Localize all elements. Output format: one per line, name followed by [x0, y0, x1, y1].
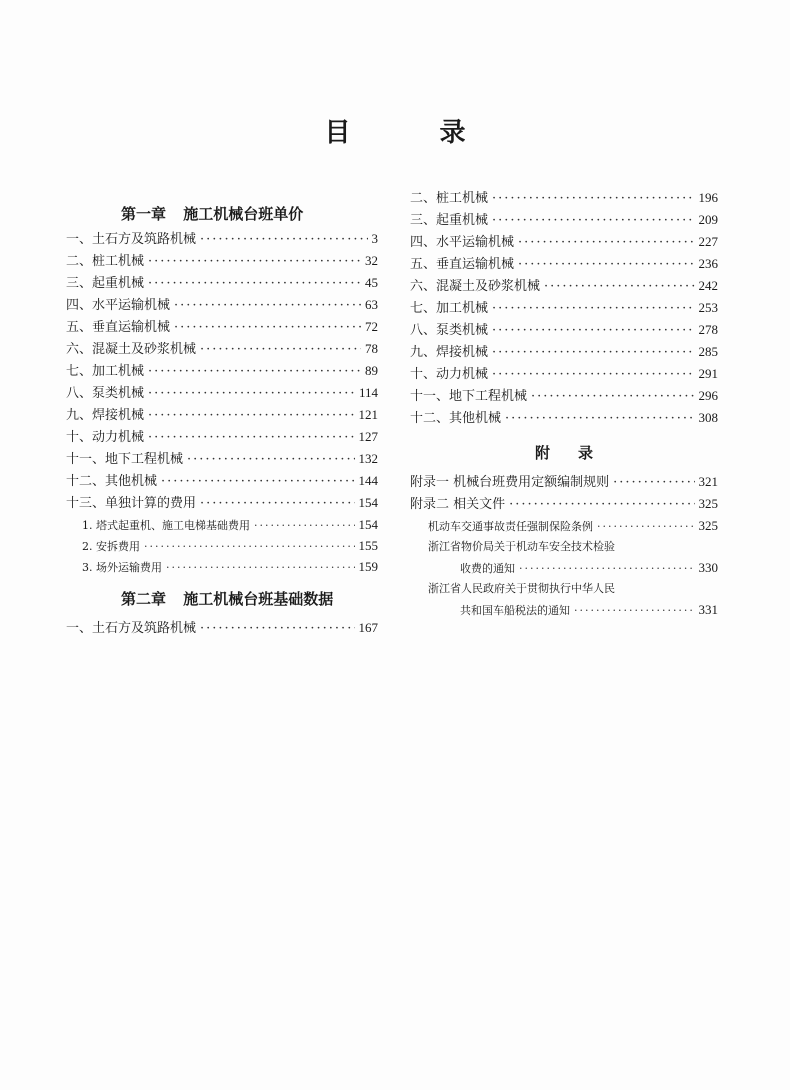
- toc-entry-page: 196: [698, 190, 718, 205]
- toc-entry[interactable]: [410, 231, 718, 253]
- chapter2-continued-entry-list: [410, 187, 718, 429]
- toc-entry-page: 154: [358, 517, 378, 532]
- toc-entry-page: 209: [698, 212, 718, 227]
- leader-dots: [574, 600, 695, 621]
- appendix-heading: 附录: [534, 444, 621, 462]
- chapter1-entry-list: [66, 228, 378, 514]
- toc-entry[interactable]: [410, 471, 718, 493]
- toc-entry-page: 242: [698, 278, 718, 293]
- toc-entry[interactable]: [410, 599, 718, 620]
- toc-entry-label: 十二、其他机械: [66, 474, 158, 489]
- toc-entry-page: 331: [698, 602, 718, 617]
- toc-entry-label: 收费的通知: [460, 562, 515, 575]
- leader-dots: [200, 339, 361, 361]
- toc-entry[interactable]: [410, 187, 718, 209]
- leader-dots: [531, 386, 694, 408]
- leader-dots: [613, 472, 694, 494]
- toc-entry[interactable]: [66, 470, 378, 492]
- leader-dots: [505, 408, 694, 430]
- toc-left-column: [66, 200, 378, 639]
- toc-entry[interactable]: [66, 272, 378, 294]
- toc-entry-page: 45: [365, 275, 378, 290]
- leader-dots: [254, 515, 355, 536]
- toc-entry-label: 八、泵类机械: [410, 323, 489, 338]
- toc-entry-label: 2. 安拆费用: [82, 540, 140, 553]
- leader-dots: [492, 210, 694, 232]
- toc-entry-page: 63: [365, 297, 378, 312]
- toc-entry-page: 72: [365, 319, 378, 334]
- toc-right-column: [410, 187, 718, 620]
- toc-entry-page: 227: [698, 234, 718, 249]
- toc-entry-page: 296: [698, 388, 718, 403]
- toc-entry-page: 127: [358, 429, 378, 444]
- leader-dots: [509, 494, 694, 516]
- leader-dots: [200, 229, 367, 251]
- leader-dots: [519, 558, 695, 579]
- toc-entry-page: 291: [698, 366, 718, 381]
- appendix-entry-list: [410, 471, 718, 515]
- toc-entry-page: 285: [698, 344, 718, 359]
- toc-entry-page: 132: [358, 451, 378, 466]
- toc-entry-label: 九、焊接机械: [410, 345, 489, 360]
- leader-dots: [492, 364, 694, 386]
- toc-entry-page: 308: [698, 410, 718, 425]
- toc-entry[interactable]: [410, 363, 718, 385]
- toc-entry[interactable]: [66, 382, 378, 404]
- leader-dots: [200, 618, 354, 640]
- toc-entry[interactable]: [410, 341, 718, 363]
- toc-entry[interactable]: [66, 228, 378, 250]
- toc-entry-label: 六、混凝土及砂浆机械: [66, 342, 197, 357]
- toc-entry-page: 236: [698, 256, 718, 271]
- leader-dots: [148, 383, 355, 405]
- toc-entry-page: 3: [371, 231, 378, 246]
- leader-dots: [492, 188, 694, 210]
- toc-entry-label: 二、桩工机械: [66, 254, 145, 269]
- leader-dots: [518, 254, 694, 276]
- page-title: 目 录: [324, 118, 506, 148]
- toc-entry-label: 十、动力机械: [410, 367, 489, 382]
- leader-dots: [148, 273, 361, 295]
- toc-entry-label: 十三、单独计算的费用: [66, 496, 197, 511]
- leader-dots: [492, 298, 694, 320]
- toc-entry-label: 共和国车船税法的通知: [460, 604, 570, 617]
- toc-entry[interactable]: [410, 297, 718, 319]
- leader-dots: [492, 320, 694, 342]
- leader-dots: [518, 232, 694, 254]
- leader-dots: [161, 471, 354, 493]
- toc-entry-page: 155: [358, 538, 378, 553]
- leader-dots: [187, 449, 354, 471]
- toc-entry-label: 七、加工机械: [410, 301, 489, 316]
- toc-entry[interactable]: [410, 209, 718, 231]
- toc-entry-page: 154: [358, 495, 378, 510]
- leader-dots: [148, 405, 354, 427]
- toc-entry-page: 144: [358, 473, 378, 488]
- leader-dots: [148, 251, 361, 273]
- toc-entry-label: 四、水平运输机械: [66, 298, 171, 313]
- toc-entry[interactable]: [410, 253, 718, 275]
- leader-dots: [174, 295, 361, 317]
- toc-entry-label: 机动车交通事故责任强制保险条例: [428, 520, 593, 533]
- toc-entry-page: 167: [358, 620, 378, 635]
- toc-entry[interactable]: [66, 617, 378, 639]
- chapter2-entry-list: [66, 617, 378, 639]
- toc-entry-label: 六、混凝土及砂浆机械: [410, 279, 541, 294]
- toc-entry[interactable]: [410, 407, 718, 429]
- toc-entry-page: 253: [698, 300, 718, 315]
- toc-entry[interactable]: [410, 493, 718, 515]
- toc-entry-page: 325: [698, 518, 718, 533]
- toc-entry-page: 114: [358, 385, 378, 400]
- toc-entry-label: 三、起重机械: [410, 213, 489, 228]
- toc-entry-page: 330: [698, 560, 718, 575]
- toc-entry-label: 二、桩工机械: [410, 191, 489, 206]
- toc-entry-label: 四、水平运输机械: [410, 235, 515, 250]
- toc-entry[interactable]: [66, 360, 378, 382]
- toc-entry[interactable]: [410, 557, 718, 578]
- leader-dots: [544, 276, 694, 298]
- toc-entry-label-line: 浙江省人民政府关于贯彻执行中华人民: [428, 582, 615, 595]
- toc-entry-label-line: 浙江省物价局关于机动车安全技术检验: [428, 540, 615, 553]
- toc-entry-page: 78: [365, 341, 378, 356]
- toc-entry-page: 32: [365, 253, 378, 268]
- toc-entry-label: 九、焊接机械: [66, 408, 145, 423]
- toc-entry-label: 一、土石方及筑路机械: [66, 621, 197, 636]
- toc-entry[interactable]: [66, 294, 378, 316]
- leader-dots: [200, 493, 354, 515]
- leader-dots: [148, 361, 361, 383]
- toc-entry-label: 五、垂直运输机械: [410, 257, 515, 272]
- chapter-heading: 第二章 施工机械台班基础数据: [121, 590, 334, 608]
- toc-entry-page: 159: [358, 559, 378, 574]
- toc-entry[interactable]: [66, 426, 378, 448]
- toc-entry[interactable]: [410, 515, 718, 536]
- toc-entry-label: 八、泵类机械: [66, 386, 145, 401]
- toc-entry[interactable]: [66, 514, 378, 535]
- toc-entry-label: 3. 场外运输费用: [82, 561, 162, 574]
- toc-entry[interactable]: [66, 338, 378, 360]
- toc-entry-page: 89: [365, 363, 378, 378]
- toc-entry-label: 一、土石方及筑路机械: [66, 232, 197, 247]
- toc-entry-page: 321: [698, 474, 718, 489]
- leader-dots: [597, 516, 695, 537]
- leader-dots: [144, 536, 355, 557]
- leader-dots: [166, 557, 355, 578]
- leader-dots: [492, 342, 694, 364]
- leader-dots: [174, 317, 361, 339]
- toc-entry-label: 五、垂直运输机械: [66, 320, 171, 335]
- toc-entry[interactable]: [66, 448, 378, 470]
- toc-entry-label: 三、起重机械: [66, 276, 145, 291]
- toc-entry[interactable]: [66, 250, 378, 272]
- toc-entry-label: 十二、其他机械: [410, 411, 502, 426]
- toc-entry-page: 325: [698, 496, 718, 511]
- toc-entry-label: 十一、地下工程机械: [410, 389, 528, 404]
- toc-entry-label: 七、加工机械: [66, 364, 145, 379]
- toc-entry[interactable]: [66, 404, 378, 426]
- toc-entry-label: 附录二 相关文件: [410, 497, 506, 512]
- toc-entry[interactable]: [410, 385, 718, 407]
- toc-entry[interactable]: [410, 319, 718, 341]
- toc-entry[interactable]: [66, 556, 378, 577]
- toc-entry[interactable]: [410, 275, 718, 297]
- toc-entry-label: 附录一 机械台班费用定额编制规则: [410, 475, 610, 490]
- chapter1-subentry-list: [66, 514, 378, 577]
- toc-entry[interactable]: [66, 535, 378, 556]
- chapter-heading: 第一章 施工机械台班单价: [121, 205, 304, 223]
- toc-entry-page: 278: [698, 322, 718, 337]
- toc-entry-label: 十、动力机械: [66, 430, 145, 445]
- toc-entry[interactable]: [66, 316, 378, 338]
- toc-entry-label: 十一、地下工程机械: [66, 452, 184, 467]
- toc-entry-label: 1. 塔式起重机、施工电梯基础费用: [82, 519, 250, 532]
- toc-entry[interactable]: [66, 492, 378, 514]
- leader-dots: [148, 427, 354, 449]
- toc-entry-page: 121: [358, 407, 378, 422]
